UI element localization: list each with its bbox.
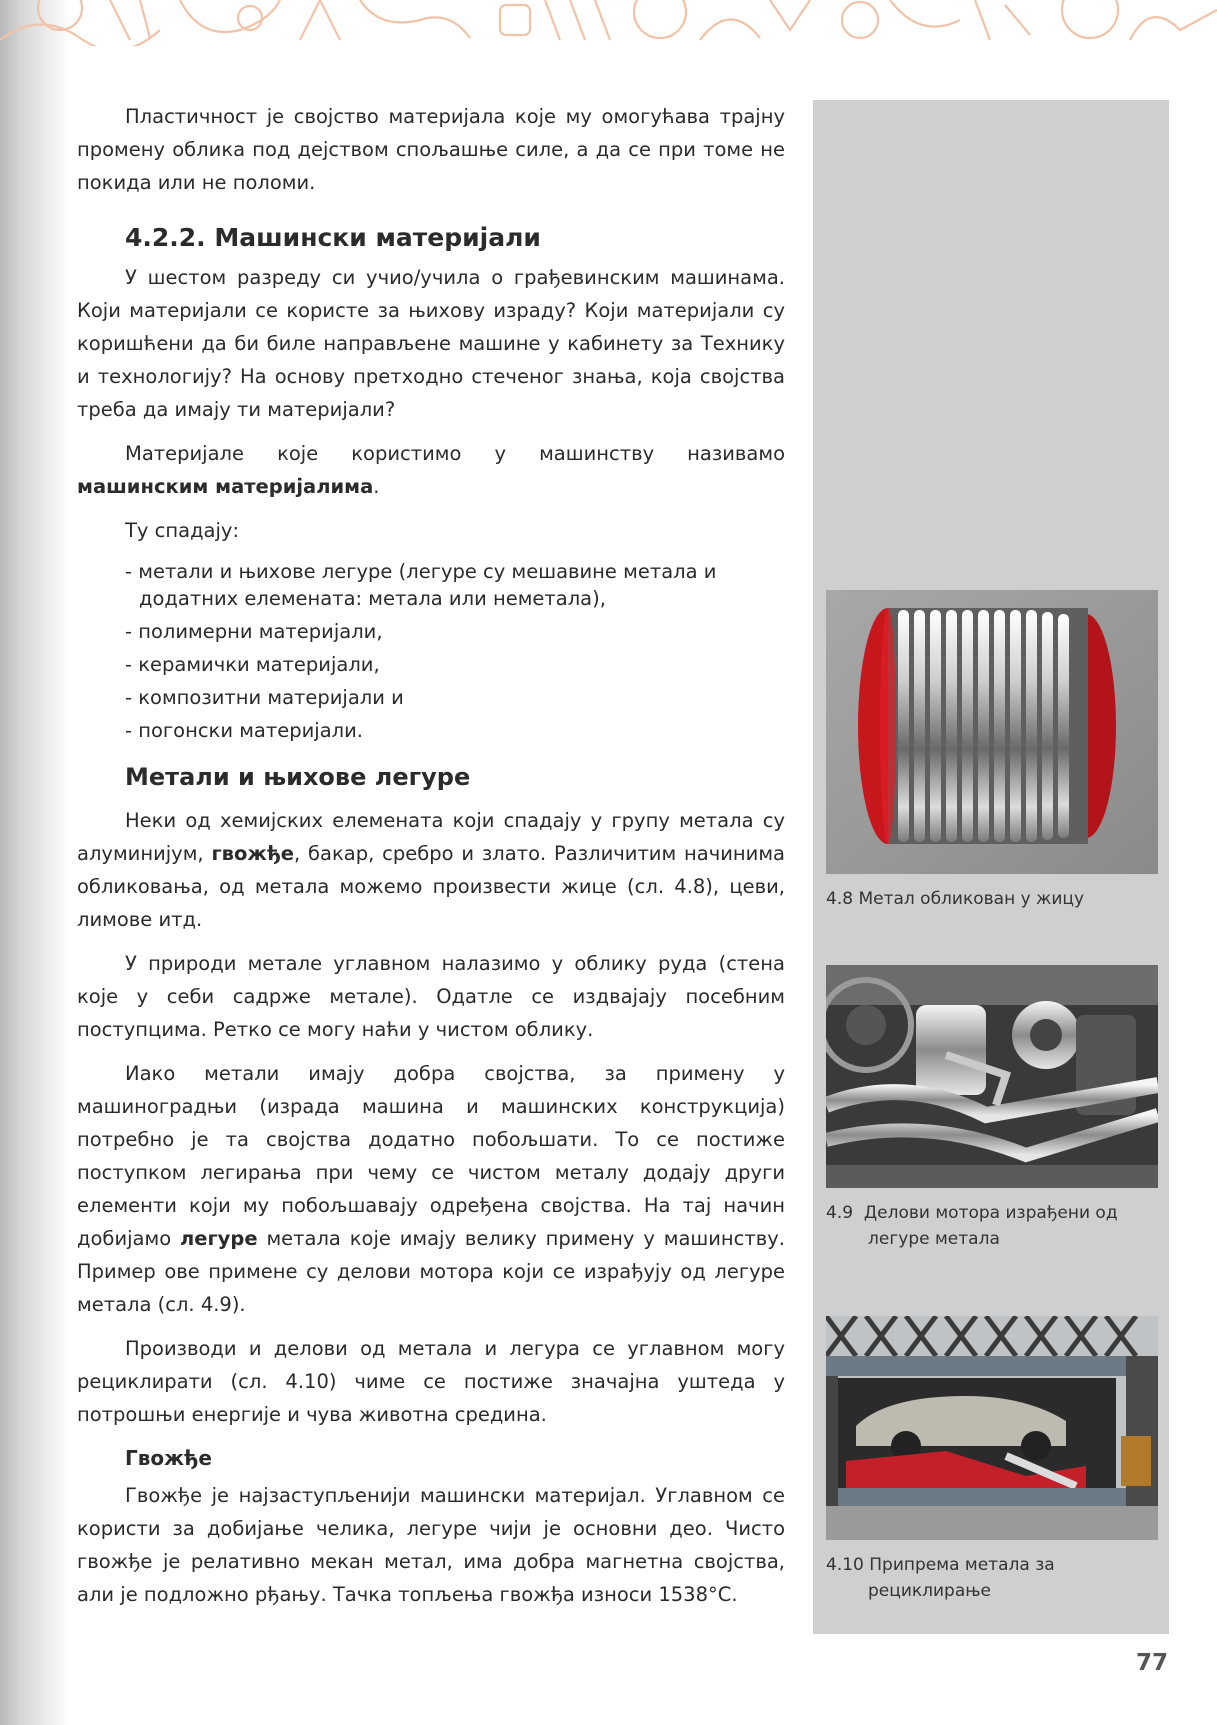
- paragraph-definition: Материјале које користимо у машинству називамо машинским материјалима.: [77, 442, 785, 498]
- figure-wire-spool: [826, 590, 1158, 912]
- paragraph-metals: Неки од хемијских елемената који спадају у групу метала су алуминијум, гвожђе, бакар, сребро и злато. Различитим начинима обликовања, од метала можемо произвести жице (сл. 4.8), цеви, лимове итд.: [77, 809, 786, 931]
- materials-list: [77, 558, 785, 744]
- bold-term-alloys: легуре: [179, 1227, 258, 1250]
- main-text-column: [77, 100, 785, 1622]
- list-item: - керамички материјали,: [125, 653, 380, 676]
- caption-4-8: 4.8 Метал обликован у жицу: [826, 889, 1085, 909]
- figure-motorcycle-engine: [826, 965, 1158, 1252]
- subsection-heading-metals: Метали и њихове легуре: [125, 763, 471, 791]
- subsection-heading-iron: Гвожђе: [125, 1446, 212, 1470]
- bold-term-machine-materials: машинским материјалима: [77, 475, 374, 498]
- paragraph-ores: У природи метале углавном налазимо у облику руда (стена које у себи садрже метале). Одатле се издвајају посебним поступцима. Ретко се могу наћи у чистом облику.: [77, 952, 785, 1041]
- recycling-press-image: [826, 1316, 1158, 1540]
- paragraph-list-lead: Ту спадају:: [125, 519, 240, 542]
- list-item: - композитни материјали и: [125, 686, 404, 709]
- paragraph-intro: У шестом разреду си учио/учила о грађевинским машинама. Који материјали се користе за њихову израду? Који материјали су коришћени да би биле направљене машине у кабинету за Технику и технологију? На основу претходно стеченог знања, која својства треба да имају ти материјали?: [77, 266, 785, 421]
- header-ornament: [0, 0, 1217, 46]
- motorcycle-engine-image: [826, 965, 1158, 1188]
- paragraph-alloys: Иако метали имају добра својства, за примену у машиноградњи (израда машина и машинских конструкција) потребно је та својства додатно побољшати. То се постиже поступком легирања при чему се чистом металу додају други елементи који му побољшавају одређена својства. На тај начин добијамо легуре метала које имају велику примену у машинству. Пример ове примене су делови мотора који се израђују од легуре метала (сл. 4.9).: [77, 1062, 785, 1316]
- list-item: - полимерни материјали,: [125, 620, 383, 643]
- caption-4-9: 4.9 Делови мотора израђени од легуре метала: [826, 1203, 1118, 1249]
- book-spine-shadow: [0, 0, 70, 1725]
- list-item: - метали и њихове легуре (легуре су мешавине метала и додатних елемената: метала или неметала),: [125, 560, 717, 610]
- page-number: 77: [1136, 1650, 1169, 1676]
- paragraph-plasticity: Пластичност је својство материјала које му омогућава трајну промену облика под дејством спољашње силе, а да се при томе не покида или не поломи.: [77, 105, 785, 194]
- section-heading: 4.2.2. Машински материјали: [125, 223, 541, 252]
- bold-term-iron: гвожђе: [211, 842, 294, 865]
- list-item: - погонски материјали.: [125, 719, 363, 742]
- paragraph-recycling: Производи и делови од метала и легура се углавном могу рециклирати (сл. 4.10) чиме се постиже значајна уштеда у потрошњи енергије и чува животна средина.: [77, 1337, 785, 1426]
- caption-4-10: 4.10 Припрема метала за рециклирање: [826, 1555, 1055, 1601]
- paragraph-iron: Гвожђе је најзаступљенији машински материјал. Углавном се користи за добијање челика, легуре чији је основни део. Чисто гвожђе је релативно мекан метал, има добра магнетна својства, али је подложно рђању. Тачка топљења гвожђа износи 1538°C.: [77, 1484, 785, 1606]
- wire-spool-image: [826, 590, 1158, 874]
- figure-recycling-press: [826, 1316, 1158, 1604]
